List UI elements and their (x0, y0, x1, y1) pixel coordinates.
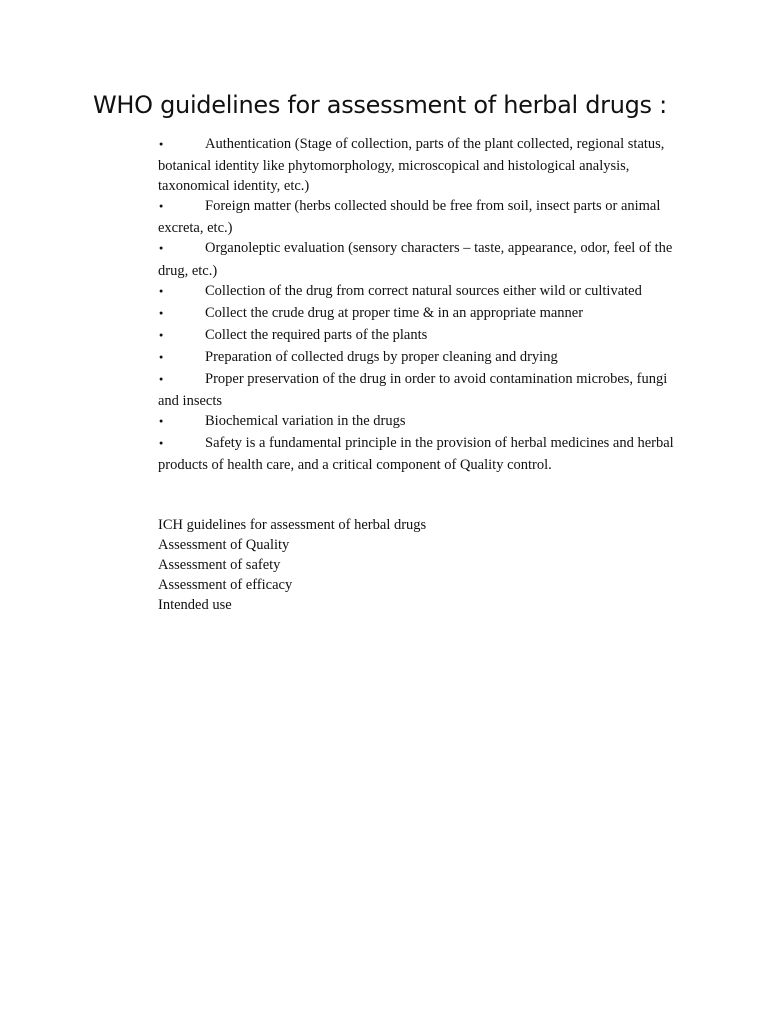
bullet-icon (158, 369, 205, 391)
list-item (158, 325, 678, 347)
who-guidelines-list (158, 134, 678, 476)
ich-line: Assessment of efficacy (158, 577, 293, 594)
list-item-text: Collection of the drug from correct natural sources either wild or cultivated (205, 282, 642, 299)
list-item-text: Foreign matter (herbs collected should be free from soil, insect parts or animal excreta, etc.) (158, 198, 661, 237)
bullet-icon (158, 238, 205, 260)
list-item (158, 281, 678, 303)
list-item (158, 411, 678, 433)
list-item-text: Authentication (Stage of collection, parts of the plant collected, regional status, botanical identity like phytomorphology, microscopical and histological analysis, taxonomical identity, etc.) (158, 136, 665, 195)
list-item (158, 369, 678, 411)
bullet-icon (158, 281, 205, 303)
ich-line: Intended use (158, 597, 232, 614)
ich-line: Assessment of safety (158, 557, 281, 574)
bullet-icon (158, 411, 205, 433)
page-title: WHO guidelines for assessment of herbal drugs : (93, 91, 667, 119)
list-item-text: Preparation of collected drugs by proper cleaning and drying (205, 348, 558, 365)
bullet-icon (158, 325, 205, 347)
bullet-icon (158, 134, 205, 156)
bullet-icon (158, 433, 205, 455)
list-item (158, 303, 678, 325)
bullet-icon (158, 347, 205, 369)
list-item (158, 433, 678, 475)
ich-heading: ICH guidelines for assessment of herbal drugs (158, 517, 427, 533)
list-item (158, 347, 678, 369)
list-item-text: Collect the crude drug at proper time & in an appropriate manner (205, 304, 584, 321)
list-item-text: Proper preservation of the drug in order to avoid contamination microbes, fungi and insects (158, 371, 668, 410)
list-item-text: Organoleptic evaluation (sensory characters – taste, appearance, odor, feel of the drug, etc.) (158, 240, 673, 279)
ich-guidelines-section (158, 515, 426, 615)
list-item-text: Collect the required parts of the plants (205, 326, 428, 343)
bullet-icon (158, 303, 205, 325)
ich-line: Assessment of Quality (158, 537, 290, 554)
list-item (158, 238, 678, 280)
list-item (158, 134, 678, 196)
list-item (158, 196, 678, 238)
bullet-icon (158, 196, 205, 218)
list-item-text: Safety is a fundamental principle in the provision of herbal medicines and herbal products of health care, and a critical component of Quality control. (158, 435, 674, 474)
list-item-text: Biochemical variation in the drugs (205, 413, 406, 430)
